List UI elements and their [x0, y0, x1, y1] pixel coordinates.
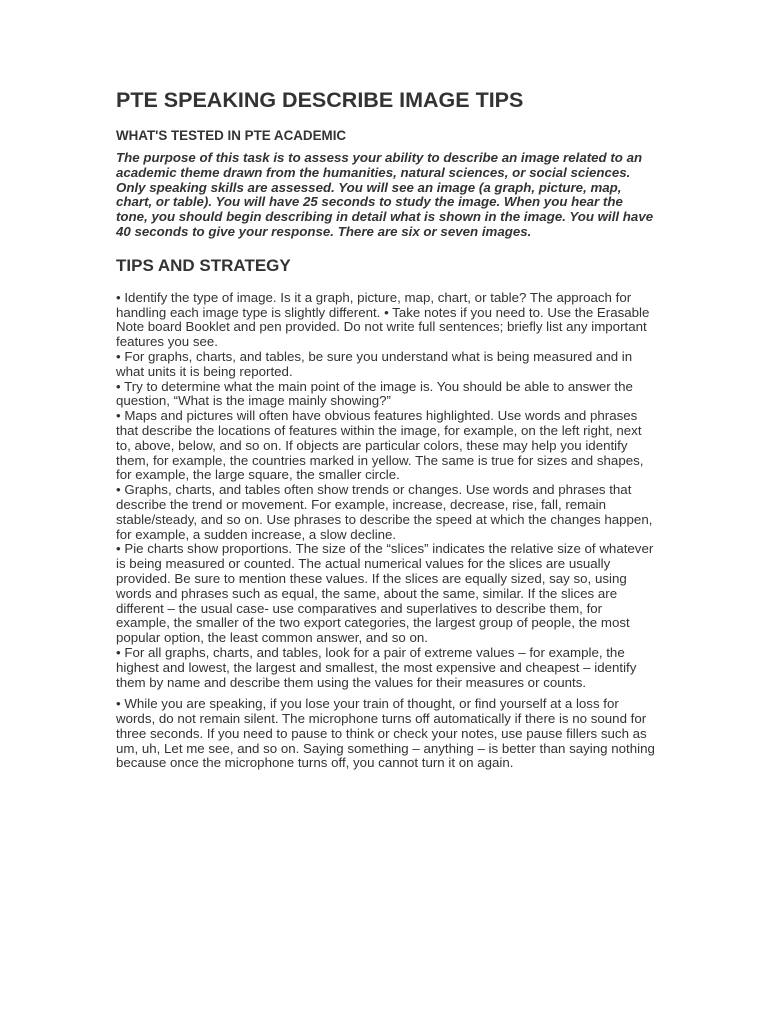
- document-title: PTE SPEAKING DESCRIBE IMAGE TIPS: [116, 88, 524, 112]
- tip-item: • While you are speaking, if you lose your train of thought, or find yourself at a loss for words, do not remain silent. The microphone turns off automatically if there is no sound for three seconds. If you need to pause to think or check your notes, use pause fillers such as um, uh, Let me see, and so on. Saying something – anything – is better than saying nothing because once the microphone turns off, you cannot turn it on again.: [116, 696, 655, 771]
- document-page: [116, 86, 656, 771]
- tip-item: • Pie charts show proportions. The size of the “slices” indicates the relative size of whatever is being measured or counted. The actual numerical values for the slices are usually provided. Be sure to mention these values. If the slices are equally sized, say so, using words and phrases such as equal, the same, about the same, similar. If the slices are different – the usual case- use comparatives and superlatives to describe them, for example, the smaller of the two export categories, the largest group of people, the most popular option, the least common answer, and so on.: [116, 541, 654, 646]
- tip-item: • Maps and pictures will often have obvious features highlighted. Use words and phrases that describe the locations of features within the image, for example, on the left right, next to, above, below, and so on. If objects are particular colors, these may help you identify them, for example, the countries marked in yellow. The same is true for sizes and shapes, for example, the large square, the smaller circle.: [116, 408, 644, 483]
- tip-item: • Identify the type of image. Is it a graph, picture, map, chart, or table? The approach for handling each image type is slightly different. • Take notes if you need to. Use the Erasable Note board Booklet and pen provided. Do not write full sentences; briefly list any important features you see.: [116, 289, 650, 350]
- section-subtitle: WHAT'S TESTED IN PTE ACADEMIC: [116, 128, 347, 143]
- tips-list: [116, 291, 656, 772]
- intro-paragraph: The purpose of this task is to assess your ability to describe an image related to an academic theme drawn from the humanities, natural sciences, or social sciences. Only speaking skills are assessed. You will see an image (a graph, picture, map, chart, or table). You will have 25 seconds to study the image. When you hear the tone, you should begin describing in detail what is shown in the image. You will have 40 seconds to give your response. There are six or seven images.: [116, 150, 654, 239]
- tip-item: • For all graphs, charts, and tables, look for a pair of extreme values – for example, the highest and lowest, the largest and smallest, the most expensive and cheapest – identify them by name and describe them using the values for their measures or counts.: [116, 644, 637, 690]
- tip-item: • For graphs, charts, and tables, be sure you understand what is being measured and in what units it is being reported.: [116, 348, 633, 379]
- tip-item: • Graphs, charts, and tables often show trends or changes. Use words and phrases that describe the trend or movement. For example, increase, decrease, rise, fall, remain stable/steady, and so on. Use phrases to describe the speed at which the changes happen, for example, a sudden increase, a slow decline.: [116, 482, 653, 542]
- tip-item: • Try to determine what the main point of the image is. You should be able to answer the question, “What is the image mainly showing?”: [116, 378, 633, 409]
- tips-heading: TIPS AND STRATEGY: [116, 255, 291, 275]
